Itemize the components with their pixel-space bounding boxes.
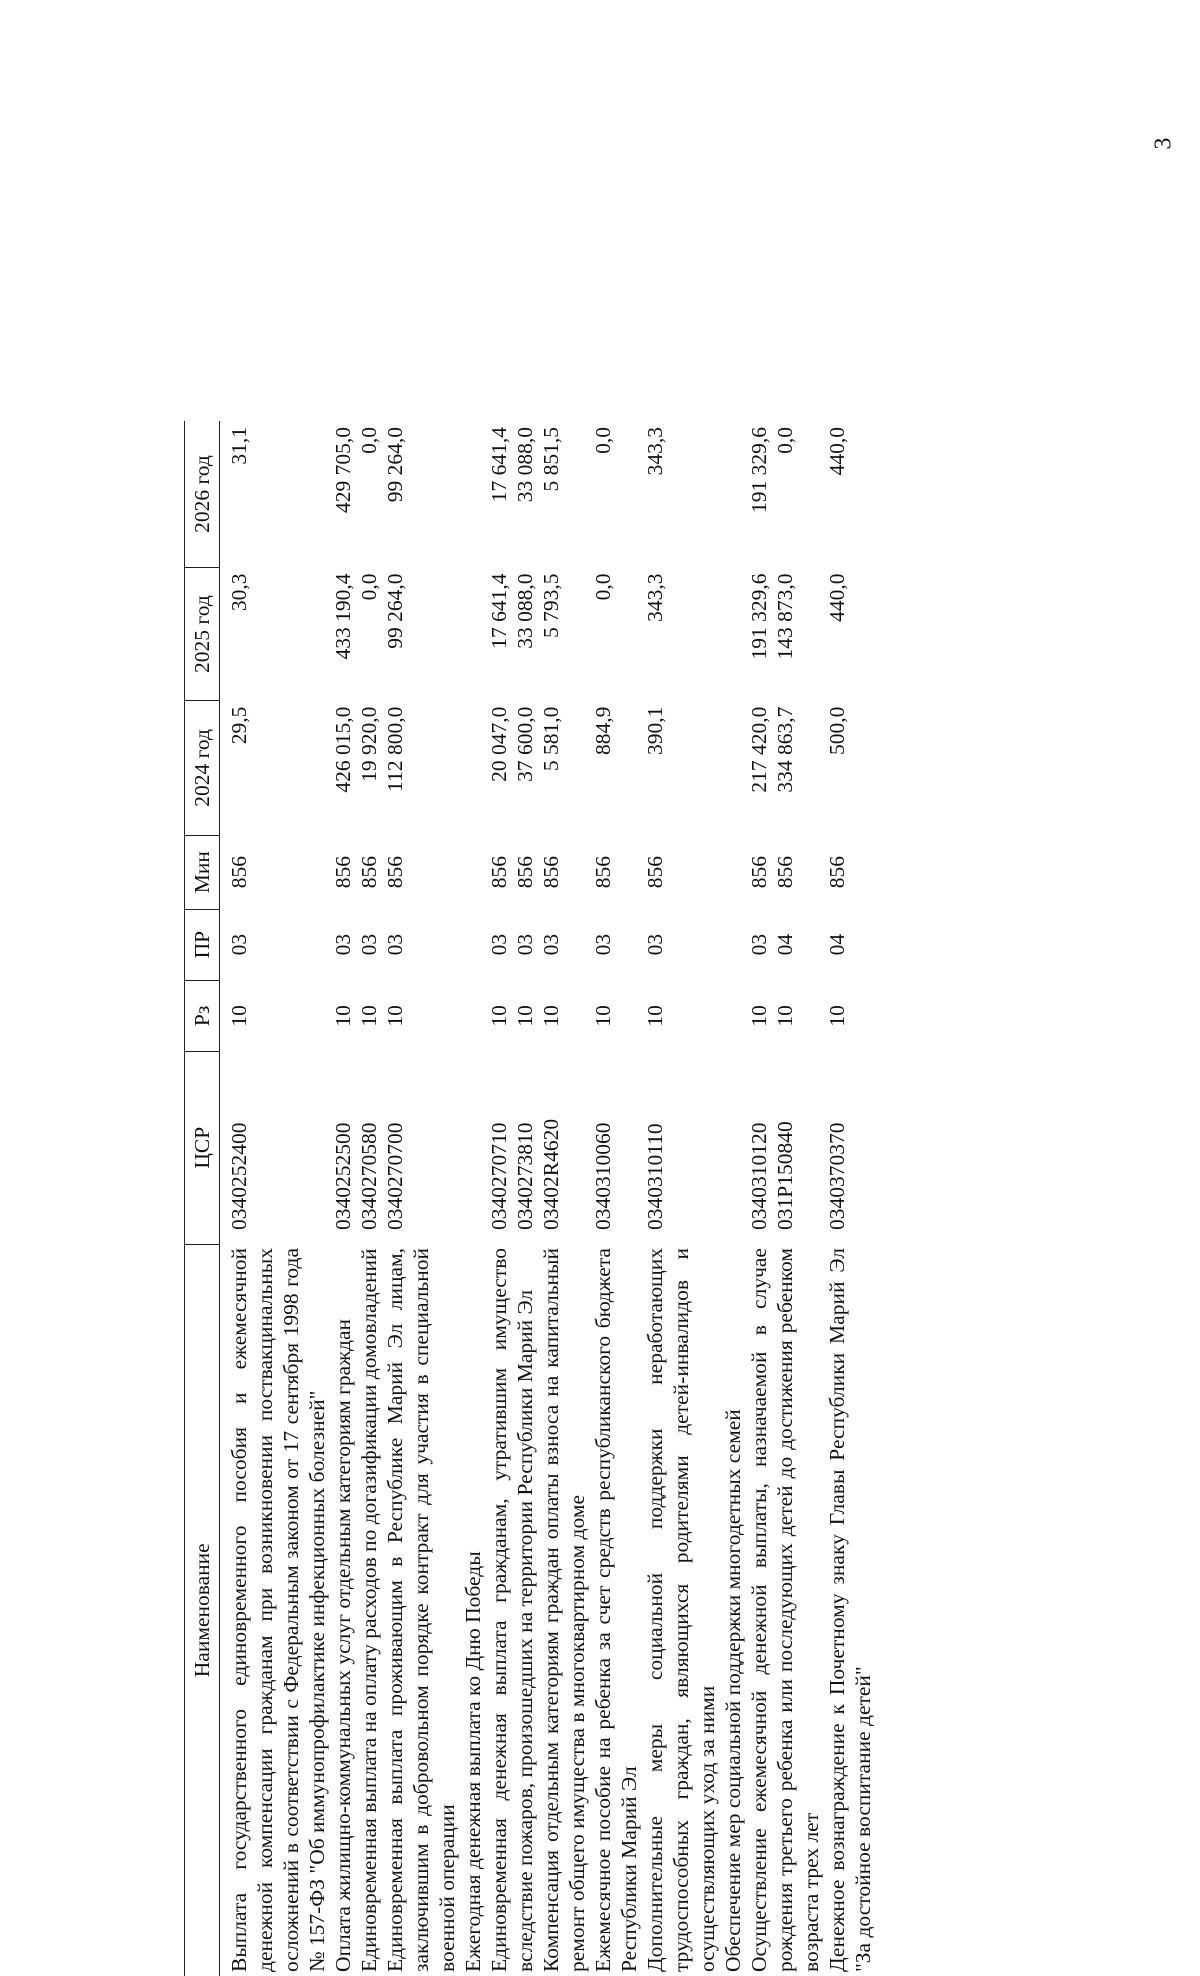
cell-min <box>460 835 486 909</box>
table-body <box>220 421 877 1976</box>
cell-name: Выплата государственного единовременного пособия и ежемесячной денежной компенсации гражданам при возникновении поствакцинальных осложнений в соответствии с Федеральным законом от 17 сентября 1998 года № 157-ФЗ "Об иммунопрофилактике инфекционных болезней" <box>227 1248 329 1972</box>
cell-2026: 440,0 <box>825 427 849 476</box>
rotated-table-container <box>184 421 1069 1976</box>
cell-2025 <box>720 567 746 700</box>
cell-pr: 03 <box>357 933 381 956</box>
cell-name: Дополнительные меры социальной поддержки неработающих трудоспособных граждан, являющихся родителями детей-инвалидов и осуществляющих уход за ними <box>643 1248 719 1972</box>
table-row <box>642 421 720 1976</box>
cell-name: Денежное вознаграждение к Почетному знаку Главы Республики Марий Эл "За достойное воспитание детей" <box>825 1248 875 1972</box>
cell-2025: 440,0 <box>825 573 849 622</box>
cell-2024: 217 420,0 334 863,7 <box>747 706 797 793</box>
cell-2026: 343,3 <box>643 427 667 476</box>
cell-min: 856 <box>357 855 381 889</box>
cell-2025: 17 641,4 33 088,0 <box>487 573 537 649</box>
cell-min: 856 <box>331 855 355 889</box>
cell-csr: 0340270580 <box>357 1122 381 1231</box>
cell-name: Единовременная денежная выплата гражданам, утратившим имущество вследствие пожаров, произошедших на территории Республики Марий Эл <box>487 1248 537 1972</box>
header-csr: ЦСР <box>185 1051 220 1244</box>
cell-2025 <box>460 567 486 700</box>
table-row <box>720 421 746 1976</box>
cell-csr: 0340370370 <box>825 1122 849 1231</box>
cell-min: 856 <box>227 855 251 889</box>
cell-name: Компенсация отдельным категориям граждан оплаты взноса на капитальный ремонт общего имущества в многоквартирном доме <box>539 1248 589 1972</box>
cell-rz <box>460 980 486 1051</box>
cell-rz: 10 <box>331 1005 355 1027</box>
cell-2026: 0,0 <box>357 427 381 454</box>
cell-2026 <box>720 421 746 567</box>
cell-pr: 03 <box>539 933 563 956</box>
cell-2025: 433 190,4 <box>331 573 355 660</box>
cell-pr: 03 <box>643 933 667 956</box>
budget-table <box>184 421 876 1976</box>
cell-2026: 31,1 <box>227 427 251 465</box>
cell-csr: 0340270710 0340273810 <box>487 1122 537 1231</box>
table-row <box>460 421 486 1976</box>
header-2026: 2026 год <box>185 421 220 567</box>
cell-pr: 03 <box>331 933 355 956</box>
table-row <box>220 421 331 1976</box>
cell-name: Осуществление ежемесячной денежной выплаты, назначаемой в случае рождения третьего ребенка или последующих детей до достижения ребенком возраста трех лет <box>747 1248 823 1972</box>
cell-2024 <box>720 701 746 836</box>
cell-min: 856 856 <box>487 855 537 889</box>
cell-2024: 29,5 <box>227 706 251 745</box>
cell-pr: 03 04 <box>747 933 797 956</box>
cell-rz: 10 <box>227 1005 251 1027</box>
cell-pr: 03 <box>591 933 615 956</box>
cell-2026: 17 641,4 33 088,0 <box>487 427 537 503</box>
cell-csr: 0340310110 <box>643 1123 667 1231</box>
cell-min: 856 <box>591 855 615 889</box>
cell-min: 856 <box>643 855 667 889</box>
cell-pr: 03 <box>227 933 251 956</box>
cell-2024: 5 581,0 <box>539 706 563 772</box>
cell-rz: 10 <box>825 1005 849 1027</box>
cell-2025: 30,3 <box>227 573 251 612</box>
cell-csr <box>460 1051 486 1244</box>
cell-min <box>720 835 746 909</box>
cell-2026: 0,0 <box>591 427 615 454</box>
cell-rz: 10 <box>643 1005 667 1027</box>
cell-2024 <box>460 701 486 836</box>
table-row <box>824 421 876 1976</box>
cell-2024: 19 920,0 <box>357 706 381 782</box>
cell-name: Оплата жилищно-коммунальных услуг отдельным категориям граждан <box>331 1318 355 1972</box>
table-row <box>382 421 460 1976</box>
cell-2025: 5 793,5 <box>539 573 563 638</box>
cell-rz: 10 <box>591 1005 615 1027</box>
cell-csr: 0340310060 <box>591 1122 615 1231</box>
header-pr: ПР <box>185 909 220 980</box>
page-number: 3 <box>1150 137 1177 150</box>
cell-2025: 0,0 <box>591 573 615 601</box>
cell-name: Ежемесячное пособие на ребенка за счет средств республиканского бюджета Республики Марий Эл <box>591 1248 641 1972</box>
cell-rz <box>720 980 746 1051</box>
cell-2024: 112 800,0 <box>383 706 407 792</box>
header-min: Мин <box>185 835 220 909</box>
cell-2026 <box>460 421 486 567</box>
cell-2024: 390,1 <box>643 706 667 756</box>
table-header-row <box>185 421 220 1976</box>
table-row <box>486 421 538 1976</box>
table-row <box>330 421 356 1976</box>
cell-csr: 0340252500 <box>331 1122 355 1231</box>
table-row <box>590 421 642 1976</box>
cell-rz: 10 <box>357 1005 381 1027</box>
cell-2024: 20 047,0 37 600,0 <box>487 706 537 782</box>
header-2025: 2025 год <box>185 567 220 700</box>
cell-2024: 426 015,0 <box>331 706 355 793</box>
cell-name: Единовременная выплата на оплату расходов по догазификации домовладений <box>357 1248 381 1972</box>
cell-csr: 03402R4620 <box>539 1118 563 1231</box>
cell-csr: 0340310120 031P150840 <box>747 1121 797 1231</box>
cell-2026: 99 264,0 <box>383 427 407 503</box>
cell-rz: 10 10 <box>747 1005 797 1027</box>
cell-2026: 5 851,5 <box>539 427 563 492</box>
cell-csr: 0340252400 <box>227 1122 251 1231</box>
cell-min: 856 <box>539 855 563 889</box>
cell-name: Единовременная выплата проживающим в Республике Марий Эл лицам, заключившим в добровольном порядке контракт для участия в специальной военной операции <box>383 1248 459 1972</box>
cell-2026: 429 705,0 <box>331 427 355 513</box>
cell-csr: 0340270700 <box>383 1122 407 1231</box>
cell-2026: 191 329,6 0,0 <box>747 427 797 513</box>
cell-pr: 03 <box>383 933 407 956</box>
table-row <box>356 421 382 1976</box>
cell-name: Ежегодная денежная выплата ко Дню Победы <box>461 1551 485 1972</box>
cell-2025: 99 264,0 <box>383 573 407 649</box>
cell-min: 856 856 <box>747 855 797 889</box>
cell-name: Обеспечение мер социальной поддержки многодетных семей <box>721 1409 745 1972</box>
cell-rz: 10 <box>539 1005 563 1027</box>
header-rz: Рз <box>185 980 220 1051</box>
cell-2024: 884,9 <box>591 706 615 756</box>
cell-2025: 0,0 <box>357 573 381 601</box>
cell-pr: 03 03 <box>487 933 537 956</box>
table-row <box>746 421 824 1976</box>
header-name: Наименование <box>185 1244 220 1976</box>
cell-min: 856 <box>825 855 849 889</box>
cell-2024: 500,0 <box>825 706 849 756</box>
cell-2025: 191 329,6 143 873,0 <box>747 573 797 660</box>
table-row <box>538 421 590 1976</box>
header-2024: 2024 год <box>185 701 220 836</box>
cell-rz: 10 10 <box>487 1005 537 1027</box>
cell-2025: 343,3 <box>643 573 667 622</box>
cell-rz: 10 <box>383 1005 407 1027</box>
cell-pr <box>460 909 486 980</box>
cell-csr <box>720 1051 746 1244</box>
cell-pr <box>720 909 746 980</box>
cell-pr: 04 <box>825 933 849 956</box>
cell-min: 856 <box>383 855 407 889</box>
